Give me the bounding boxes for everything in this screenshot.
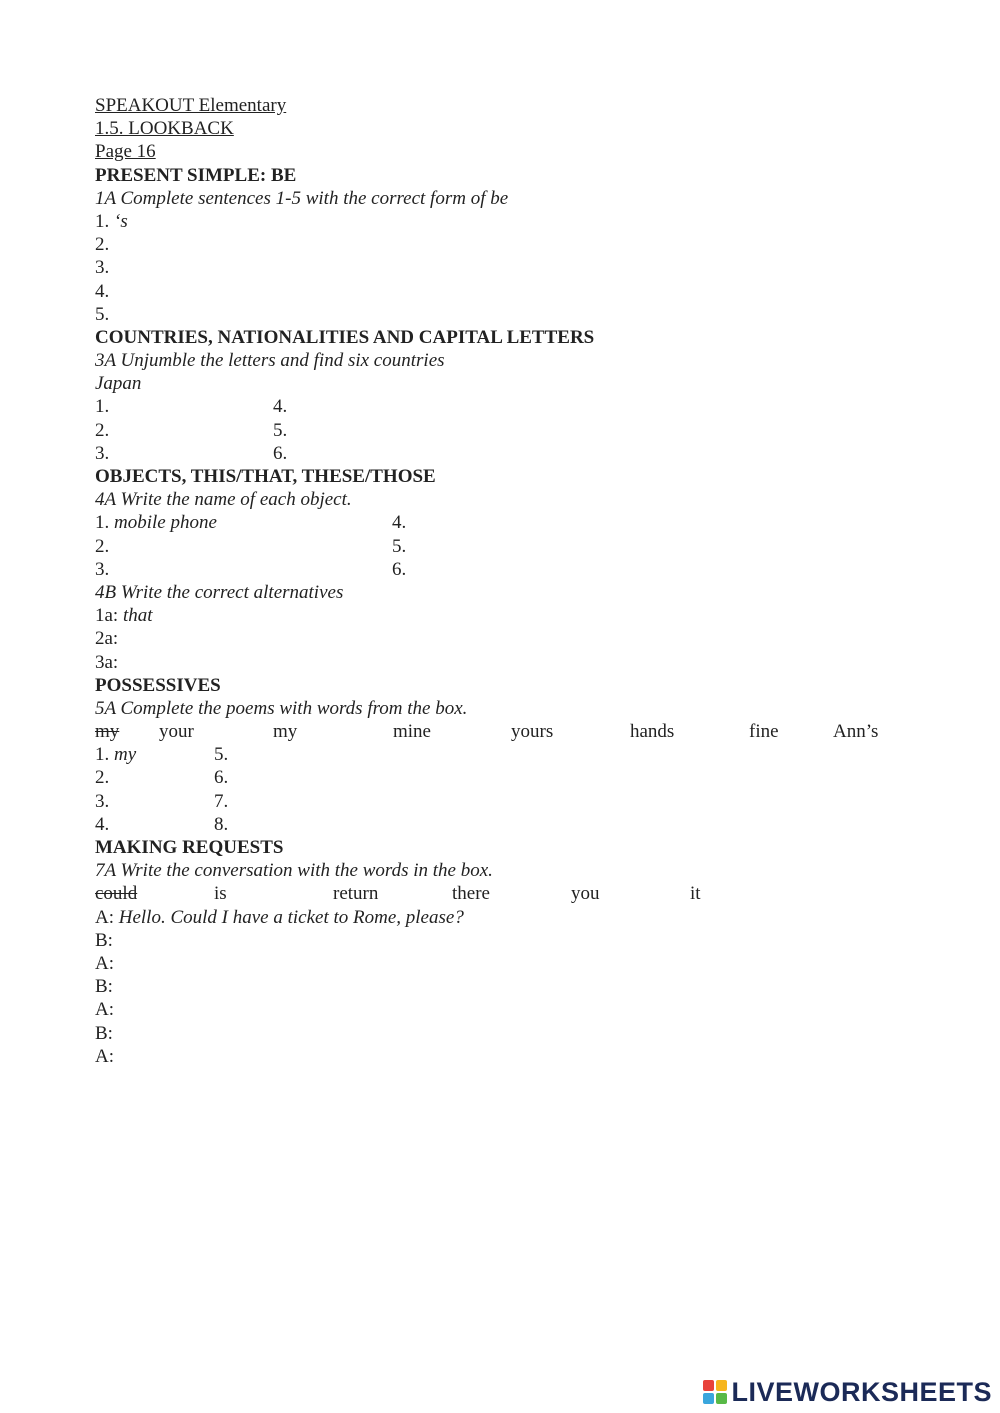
logo-square (716, 1380, 727, 1391)
worksheet (95, 94, 915, 1068)
unit-title: 1.5. LOOKBACK (95, 118, 234, 140)
logo-square (703, 1393, 714, 1404)
logo-square (703, 1380, 714, 1391)
word-box-item: it (690, 883, 701, 905)
answer-1a-4[interactable]: 4. (95, 280, 110, 302)
example-answer: Japan (95, 373, 142, 395)
logo-square (716, 1393, 727, 1404)
section-title-countries: COUNTRIES, NATIONALITIES AND CAPITAL LETTERS (95, 326, 595, 348)
section-title-objects: OBJECTS, THIS/THAT, THESE/THOSE (95, 466, 436, 487)
word-box-item: mine (393, 721, 431, 743)
word-box-item: could (95, 883, 138, 905)
answer-1a-5[interactable]: 5. (95, 303, 110, 325)
instruction-1a: 1A Complete sentences 1-5 with the correct form of be (95, 187, 509, 209)
section-title-present-simple: PRESENT SIMPLE: BE (95, 164, 297, 186)
answer-5a-1[interactable]: 1. my (95, 744, 137, 766)
conversation-line-2[interactable]: B: (95, 929, 113, 951)
word-box-item: you (571, 883, 600, 905)
word-box-item: is (214, 883, 227, 905)
answer-1a-1[interactable]: 1. ‘s (95, 210, 128, 232)
answer-row (95, 419, 915, 442)
answer-row (95, 813, 915, 836)
conversation-line-1[interactable]: A: Hello. Could I have a ticket to Rome, please? (95, 906, 464, 928)
conversation-line-6[interactable]: B: (95, 1022, 113, 1044)
answer-3a-3[interactable]: 3. (95, 442, 110, 464)
answer-5a-4[interactable]: 4. (95, 813, 110, 835)
answer-row (95, 535, 915, 558)
example-answer: mobile phone (114, 512, 217, 534)
word-box (95, 882, 915, 905)
instruction-4b: 4B Write the correct alternatives (95, 581, 344, 603)
answer-4a-2[interactable]: 2. (95, 535, 110, 557)
answer-4a-4[interactable]: 4. (392, 512, 407, 534)
answer-row (95, 442, 915, 465)
answer-3a-6[interactable]: 6. (273, 442, 288, 464)
instruction-3a: 3A Unjumble the letters and find six countries (95, 350, 445, 372)
answer-row (95, 766, 915, 789)
instruction-4a: 4A Write the name of each object. (95, 489, 352, 511)
conversation-line-5[interactable]: A: (95, 999, 114, 1021)
answer-row (95, 511, 915, 534)
answer-1a-3[interactable]: 3. (95, 257, 110, 279)
word-box-item: your (159, 721, 194, 743)
answer-row (95, 558, 915, 581)
answer-3a-1[interactable]: 1. (95, 396, 110, 418)
answer-4a-1[interactable]: 1. mobile phone (95, 512, 217, 534)
page-number: Page 16 (95, 141, 156, 163)
answer-row (95, 395, 915, 418)
answer-4a-5[interactable]: 5. (392, 535, 407, 557)
answer-5a-7[interactable]: 7. (214, 790, 229, 812)
answer-1a-2[interactable]: 2. (95, 234, 110, 256)
logo-text: LIVEWORKSHEETS (731, 1376, 992, 1407)
answer-4b-2[interactable]: 2a: (95, 628, 119, 650)
example-answer: ‘s (114, 210, 128, 232)
section-title-possessives: POSSESSIVES (95, 674, 221, 696)
answer-4a-3[interactable]: 3. (95, 558, 110, 580)
word-box (95, 720, 915, 743)
word-box-item: fine (749, 721, 779, 743)
word-box-item: hands (630, 721, 675, 743)
instruction-5a: 5A Complete the poems with words from the box. (95, 697, 468, 719)
section-title-making-requests: MAKING REQUESTS (95, 837, 284, 858)
example-answer: my (114, 744, 137, 766)
instruction-7a: 7A Write the conversation with the words in the box. (95, 860, 493, 882)
answer-5a-3[interactable]: 3. (95, 790, 110, 812)
answer-5a-2[interactable]: 2. (95, 767, 110, 789)
answer-4b-3[interactable]: 3a: (95, 651, 119, 673)
answer-3a-2[interactable]: 2. (95, 419, 110, 441)
answer-row (95, 743, 915, 766)
word-box-item: my (95, 721, 120, 743)
word-box-item: yours (511, 721, 554, 743)
answer-4a-6[interactable]: 6. (392, 558, 407, 580)
word-box-item: there (452, 883, 490, 905)
answer-4b-1[interactable]: 1a: that (95, 605, 153, 627)
conversation-line-3[interactable]: A: (95, 952, 114, 974)
example-answer: that (122, 605, 153, 627)
example-answer: Hello. Could I have a ticket to Rome, please? (118, 906, 464, 928)
word-box-item: my (273, 721, 298, 743)
book-title: SPEAKOUT Elementary (95, 95, 287, 116)
word-box-item: Ann’s (833, 721, 879, 743)
answer-5a-8[interactable]: 8. (214, 813, 229, 835)
answer-5a-5[interactable]: 5. (214, 744, 229, 766)
word-box-item: return (333, 883, 379, 905)
answer-5a-6[interactable]: 6. (214, 767, 229, 789)
liveworksheets-logo (703, 1377, 992, 1407)
answer-row (95, 790, 915, 813)
conversation-line-4[interactable]: B: (95, 976, 113, 998)
logo-icon (703, 1380, 727, 1404)
answer-3a-5[interactable]: 5. (273, 419, 288, 441)
conversation-line-7[interactable]: A: (95, 1045, 114, 1067)
answer-3a-4[interactable]: 4. (273, 396, 288, 418)
